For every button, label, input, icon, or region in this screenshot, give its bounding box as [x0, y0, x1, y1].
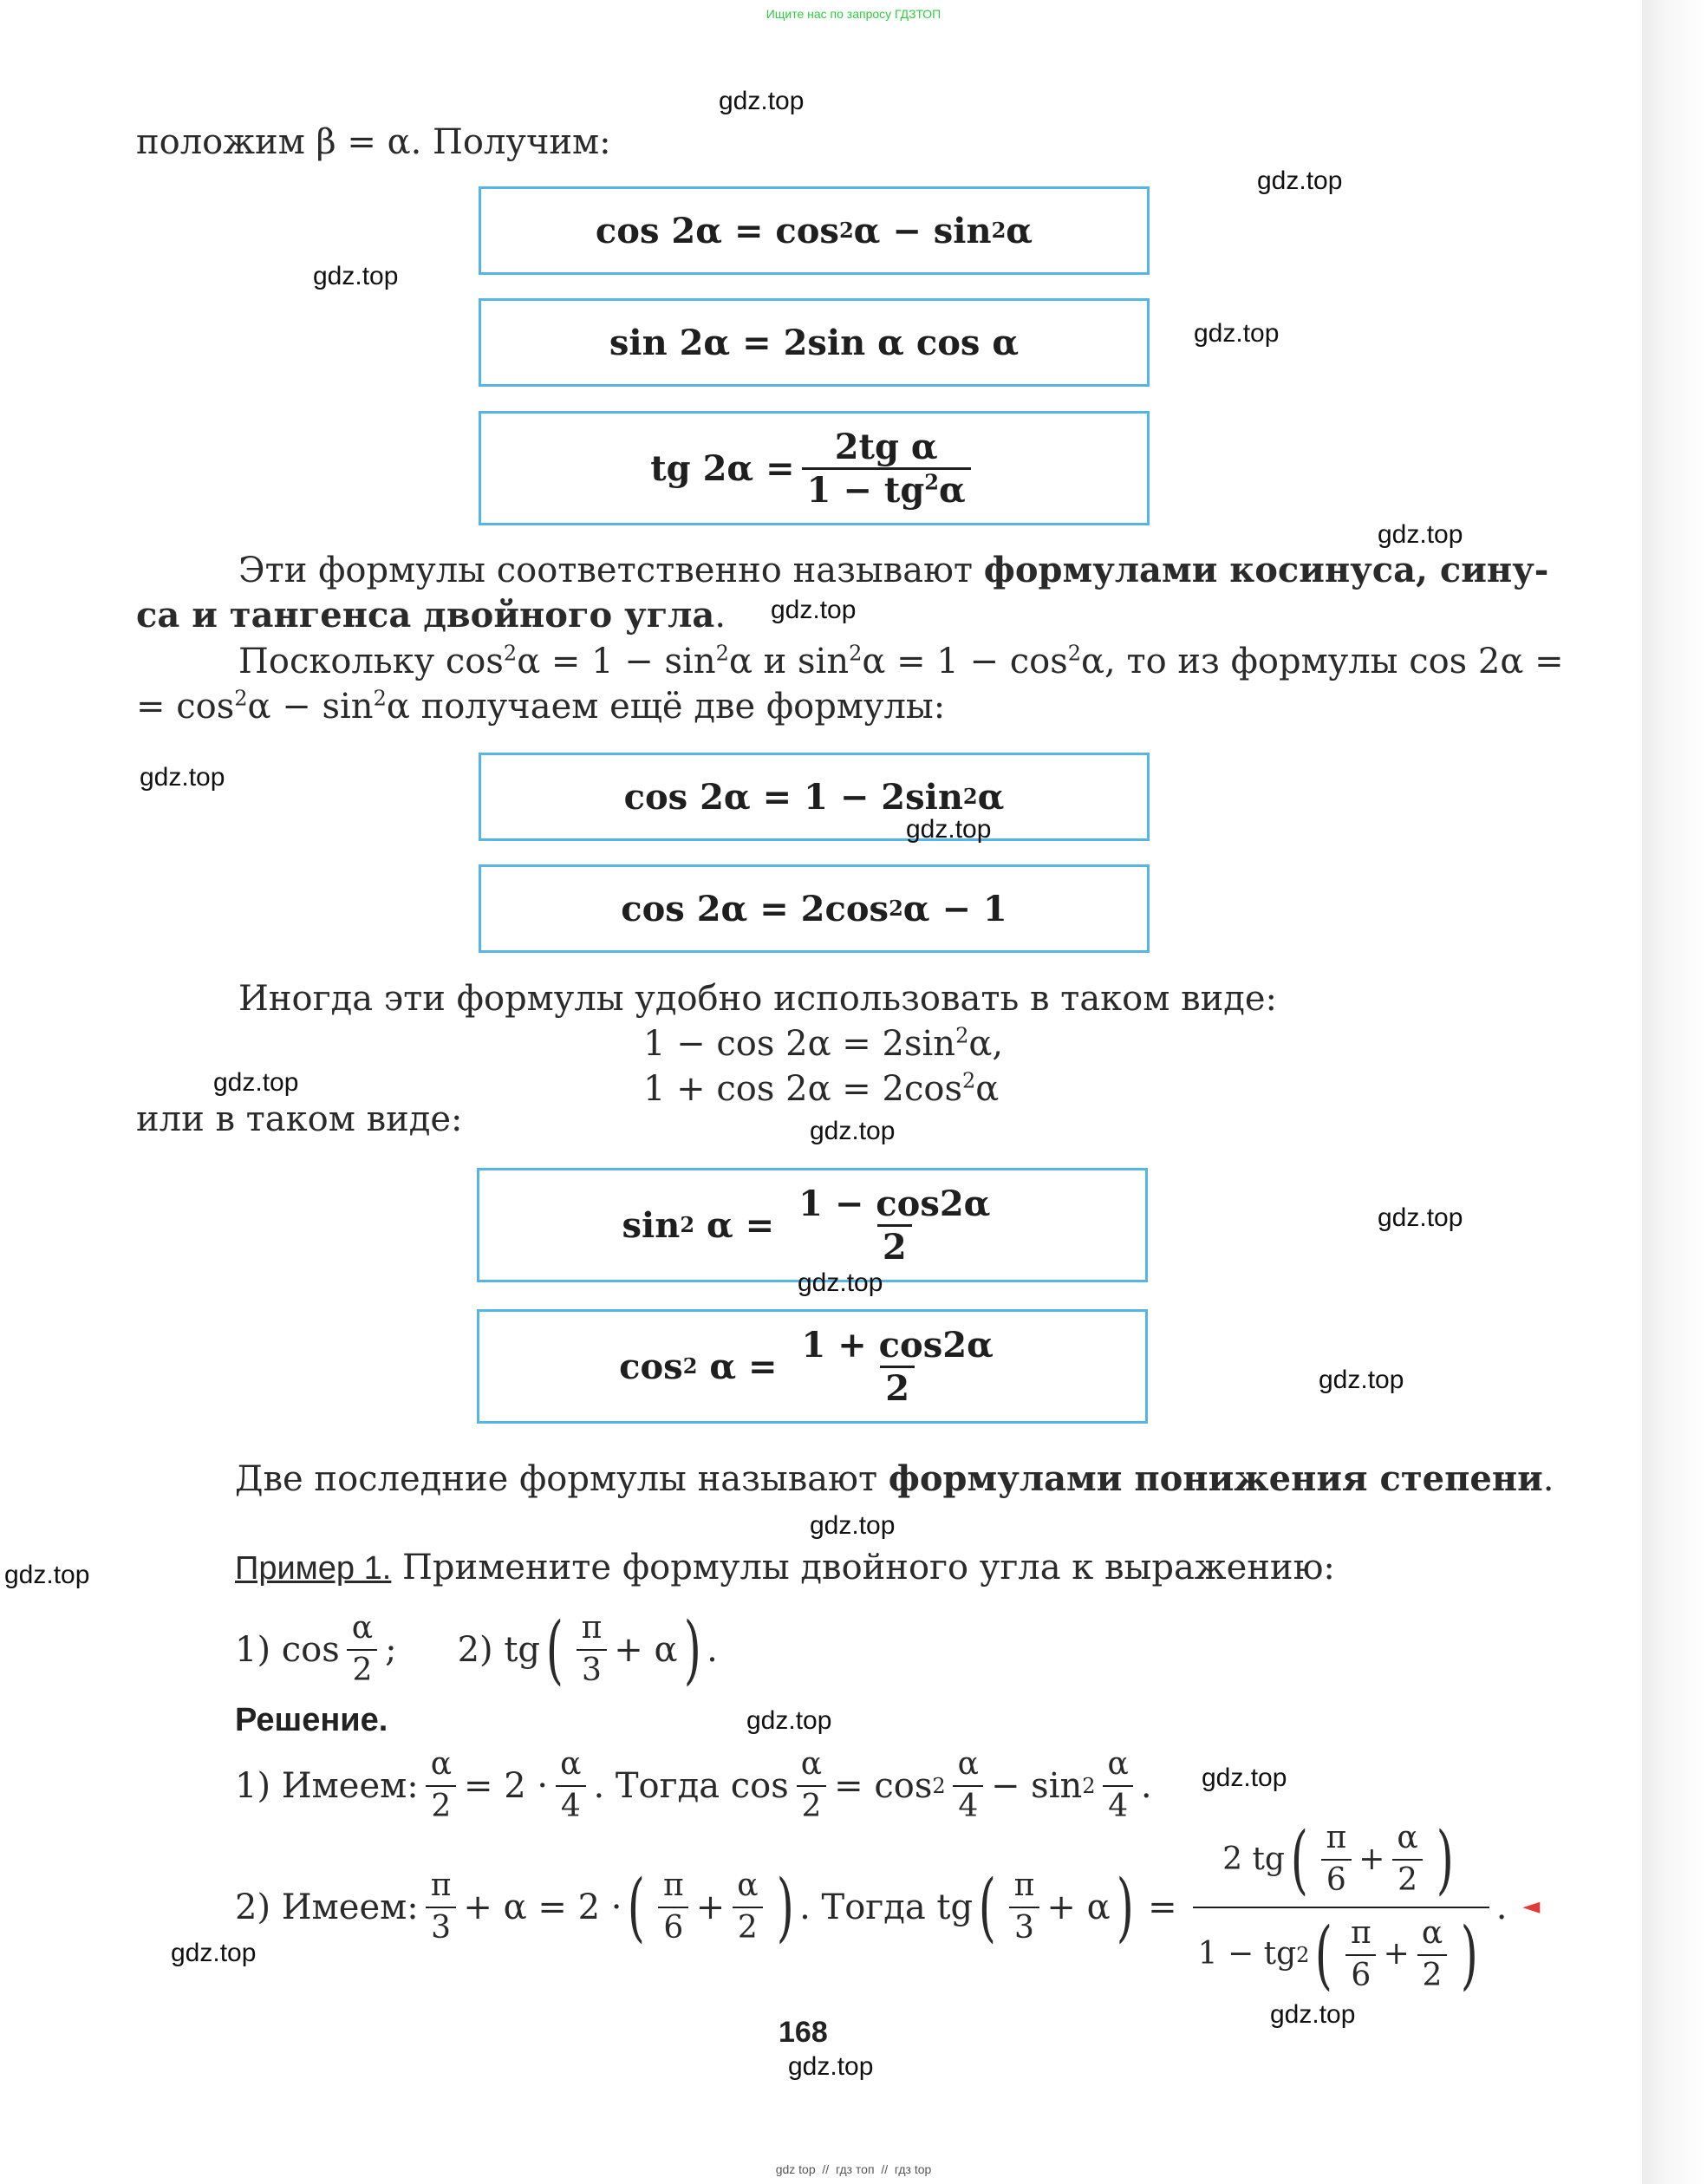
watermark: gdz.top — [1202, 1763, 1287, 1792]
tg-fraction: $\frac{\text{2tg α}}{1 - tg^2\alpha}$ — [802, 427, 971, 511]
top-banner: Ищите нас по запросу ГДЗТОП — [766, 7, 941, 21]
formula-cos-double-cos: cos 2α = 2cos 2 α − 1 — [479, 864, 1150, 953]
watermark: gdz.top — [906, 815, 992, 844]
example-heading: Пример 1. Примените формулы двойного угла к выражению: — [235, 1548, 1335, 1587]
formula-sin-double: sin 2α = 2sin α cos α — [479, 298, 1150, 387]
alpha-over-two: $\frac{\alpha}{2}$ — [1417, 1913, 1448, 1997]
watermark: gdz.top — [771, 596, 857, 624]
formula-cos-double-sin: cos 2α = 1 − 2sin 2 α — [479, 753, 1150, 841]
alpha-over-four: $\frac{\alpha}{4}$ — [555, 1744, 586, 1828]
page-edge-shadow — [1642, 0, 1707, 2184]
watermark: gdz.top — [1270, 2000, 1356, 2029]
watermark: gdz.top — [313, 262, 399, 290]
example-items: 1) cos $\frac{\alpha}{2}$ ; 2) tg ( $\frac{\pi}{3}$ + α ) . — [235, 1606, 718, 1693]
alpha-over-two: $\frac{\alpha}{2}$ — [426, 1744, 457, 1828]
para1-line2: са и тангенса двойного угла. — [136, 595, 726, 636]
para3-eq1: $1 - \cos 2\alpha = 2\sin^2\alpha$, — [643, 1023, 1004, 1064]
watermark: gdz.top — [719, 87, 805, 115]
para1-line1: Эти формулы соответственно называют формулами косинуса, сину- — [238, 550, 1549, 590]
example-label: Пример 1. — [235, 1550, 392, 1587]
watermark: gdz.top — [4, 1561, 90, 1589]
formula-tg-double: tg 2α = $\frac{\text{2tg α}}{1 - tg^2\alpha}$ — [479, 411, 1150, 525]
watermark: gdz.top — [1378, 1203, 1463, 1232]
watermark: gdz.top — [746, 1706, 832, 1735]
para3-eq2: $1 + \cos 2\alpha = 2\cos^2\alpha$ — [643, 1068, 1000, 1109]
para2-line1: Поскольку $\cos^2\alpha = 1 - \sin^2\alpha$ и $\sin^2\alpha = 1 - \cos^2\alpha$, то из формулы cos 2α = — [238, 641, 1564, 681]
alpha-over-two: $\frac{\alpha}{2}$ — [796, 1744, 827, 1828]
para2-line2: = $\cos^2\alpha - \sin^2\alpha$ получаем ещё две формулы: — [136, 686, 946, 727]
pi-over-six: $\frac{\pi}{6}$ — [1321, 1818, 1352, 1901]
watermark: gdz.top — [213, 1068, 299, 1097]
formula-sin-squared: sin 2 α = $\frac{1 - \cos 2\alpha}{2}$ — [477, 1168, 1148, 1282]
bottom-banner: gdz top // гдз топ // гдз top — [775, 2162, 932, 2176]
alpha-over-two: $\frac{\alpha}{2}$ — [1391, 1818, 1423, 1901]
alpha-over-four: $\frac{\alpha}{4}$ — [1103, 1744, 1134, 1828]
pi-over-six: $\frac{\pi}{6}$ — [1345, 1913, 1377, 1997]
alpha-over-two: $\frac{\alpha}{2}$ — [732, 1866, 763, 1949]
intro-text: положим β = α. Получим: — [136, 122, 611, 162]
pi-over-three: $\frac{\pi}{3}$ — [1009, 1866, 1040, 1949]
page-number: 168 — [779, 2016, 828, 2049]
formula-cos-squared: cos 2 α = $\frac{1 + \cos 2\alpha}{2}$ — [477, 1309, 1148, 1424]
watermark: gdz.top — [140, 763, 225, 792]
watermark: gdz.top — [798, 1268, 883, 1297]
watermark: gdz.top — [1319, 1366, 1404, 1394]
end-marker-icon: ◄ — [1522, 1894, 1541, 1920]
watermark: gdz.top — [1194, 319, 1280, 348]
pi-over-three: $\frac{\pi}{3}$ — [426, 1866, 457, 1949]
watermark: gdz.top — [788, 2052, 874, 2081]
alpha-over-two: $\frac{\alpha}{2}$ — [347, 1608, 378, 1692]
para3-line1: Иногда эти формулы удобно использовать в таком виде: — [238, 979, 1278, 1019]
formula-cos-double: cos 2α = cos 2 α − sin 2 α — [479, 186, 1150, 275]
solution-step1: 1) Имеем: $\frac{\alpha}{2}$ = 2 · $\frac{\alpha}{4}$ . Тогда cos $\frac{\alpha}{2}$ = cos 2 $\frac{\alpha}{4}$ − sin 2 $\frac{\alpha}{4}$ . — [235, 1744, 1152, 1828]
watermark: gdz.top — [1378, 520, 1463, 549]
pi-over-three: $\frac{\pi}{3}$ — [577, 1608, 608, 1692]
cos-squared-fraction: $\frac{1 + \cos 2\alpha}{2}$ — [801, 1324, 994, 1409]
watermark: gdz.top — [1257, 166, 1343, 195]
pi-over-six: $\frac{\pi}{6}$ — [658, 1866, 689, 1949]
solution-label: Решение. — [235, 1702, 388, 1738]
para3-line4: или в таком виде: — [136, 1099, 463, 1139]
alpha-over-four: $\frac{\alpha}{4}$ — [953, 1744, 984, 1828]
watermark: gdz.top — [810, 1511, 896, 1540]
para4: Две последние формулы называют формулами понижения степени. — [235, 1458, 1554, 1499]
watermark: gdz.top — [171, 1939, 257, 1967]
solution-step2: 2) Имеем: $\frac{\pi}{3}$ + α = 2 · ( $\frac{\pi}{6}$ + $\frac{\alpha}{2}$ ) . Тогда tg ( $\frac{\pi}{3}$ + α ) = 2 tg ( $\frac{\pi}{6}$ + $\frac{\alpha}{2}$ ) 1 − tg 2 ( $\frac{\pi}{6}$ + $\frac{\alpha}{2}$ ) . ◄ — [235, 1816, 1541, 1998]
sin-squared-fraction: $\frac{1 - \cos 2\alpha}{2}$ — [798, 1183, 991, 1268]
watermark: gdz.top — [810, 1117, 896, 1145]
big-tg-fraction: 2 tg ( $\frac{\pi}{6}$ + $\frac{\alpha}{2}$ ) 1 − tg 2 ( $\frac{\pi}{6}$ + $\frac{\alpha}{2}$ ) — [1193, 1818, 1489, 1996]
